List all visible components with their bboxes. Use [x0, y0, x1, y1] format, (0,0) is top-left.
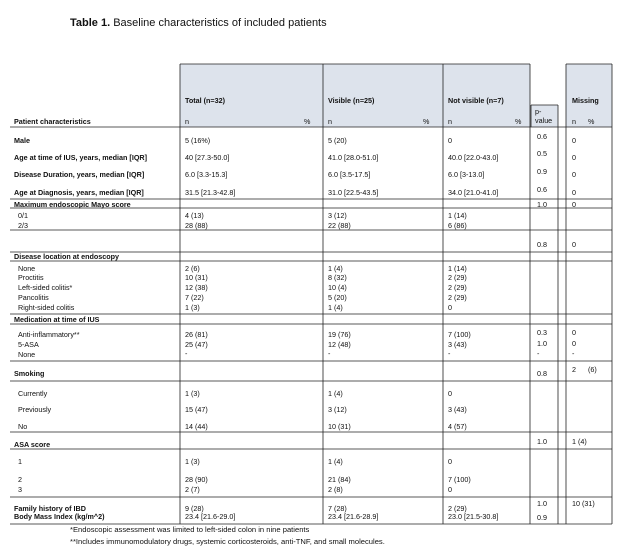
- cell-total: -: [185, 349, 188, 358]
- cell-missing-pct: (6): [588, 365, 597, 374]
- cell-not-visible: 0: [448, 303, 452, 312]
- cell-p-value: -: [537, 349, 540, 358]
- cell-total: 15 (47): [185, 405, 208, 414]
- cell-total: 4 (13): [185, 211, 204, 220]
- cell-not-visible: 7 (100): [448, 475, 471, 484]
- cell-missing: 0: [572, 200, 576, 209]
- header-not-visible-pct: %: [515, 117, 522, 126]
- row-label-smoke-current: Currently: [18, 389, 48, 398]
- cell-p-value: 1.0: [537, 499, 547, 508]
- row-label-bmi: Body Mass Index (kg/m^2): [14, 512, 105, 521]
- cell-total: 2 (6): [185, 264, 200, 273]
- cell-not-visible: 0: [448, 485, 452, 494]
- cell-p-value: 0.9: [537, 167, 547, 176]
- cell-not-visible: 40.0 [22.0-43.0]: [448, 153, 499, 162]
- row-label-smoke-prev: Previously: [18, 405, 52, 414]
- row-label-asa-1: 1: [18, 457, 22, 466]
- header-total: Total (n=32): [185, 96, 226, 105]
- row-label-loc-left: Left-sided colitis*: [18, 283, 73, 292]
- cell-missing: 10 (31): [572, 499, 595, 508]
- cell-total: 31.5 [21.3-42.8]: [185, 188, 236, 197]
- cell-visible: 2 (8): [328, 485, 343, 494]
- cell-visible: 1 (4): [328, 389, 343, 398]
- cell-visible: 10 (31): [328, 422, 351, 431]
- cell-missing: 1 (4): [572, 437, 587, 446]
- cell-visible: 5 (20): [328, 293, 347, 302]
- row-label-smoking: Smoking: [14, 369, 45, 378]
- cell-p-value: 0.5: [537, 149, 547, 158]
- row-label-medication: Medication at time of IUS: [14, 315, 100, 324]
- cell-total: 7 (22): [185, 293, 204, 302]
- cell-visible: 21 (84): [328, 475, 351, 484]
- cell-total: 9 (28): [185, 504, 204, 513]
- row-label-disease-duration: Disease Duration, years, median [IQR]: [14, 170, 145, 179]
- cell-p-value: 0.6: [537, 132, 547, 141]
- row-label-family-history: Family history of IBD: [14, 504, 86, 513]
- header-p-value-line1: p-: [535, 107, 542, 116]
- cell-total: 1 (3): [185, 457, 200, 466]
- cell-total: 10 (31): [185, 273, 208, 282]
- cell-missing: 0: [572, 339, 576, 348]
- cell-missing: 0: [572, 328, 576, 337]
- cell-p-value: 0.3: [537, 328, 547, 337]
- table-caption: Baseline characteristics of included patients: [113, 17, 327, 29]
- cell-visible: 41.0 [28.0-51.0]: [328, 153, 379, 162]
- cell-p-value: 1.0: [537, 437, 547, 446]
- row-label-med-anti: Anti-inflammatory**: [18, 330, 80, 339]
- row-label-mayo: Maximum endoscopic Mayo score: [14, 200, 131, 209]
- cell-total: 14 (44): [185, 422, 208, 431]
- row-label-mayo-01: 0/1: [18, 211, 28, 220]
- cell-not-visible: -: [448, 349, 451, 358]
- cell-total: 2 (7): [185, 485, 200, 494]
- header-not-visible-n: n: [448, 117, 452, 126]
- cell-total: 23.4 [21.6-29.0]: [185, 512, 236, 521]
- cell-not-visible: 3 (43): [448, 405, 467, 414]
- cell-total: 28 (88): [185, 221, 208, 230]
- row-label-male: Male: [14, 136, 30, 145]
- cell-not-visible: 2 (29): [448, 293, 467, 302]
- cell-total: 25 (47): [185, 340, 208, 349]
- cell-visible: 1 (4): [328, 303, 343, 312]
- header-p-value-line2: value: [535, 116, 553, 125]
- header-patient-characteristics: Patient characteristics: [14, 117, 91, 126]
- cell-missing: 0: [572, 170, 576, 179]
- cell-visible: 22 (88): [328, 221, 351, 230]
- footnote-medication: **Includes immunomodulatory drugs, systemic corticosteroids, anti-TNF, and small molecules.: [70, 537, 385, 546]
- cell-not-visible: 2 (29): [448, 504, 467, 513]
- cell-visible: 10 (4): [328, 283, 347, 292]
- header-shading: [0, 0, 622, 130]
- cell-missing: 0: [572, 153, 576, 162]
- cell-visible: 6.0 [3.5-17.5]: [328, 170, 371, 179]
- cell-total: 1 (3): [185, 303, 200, 312]
- cell-missing: 0: [572, 136, 576, 145]
- cell-visible: -: [328, 349, 331, 358]
- cell-visible: 1 (4): [328, 457, 343, 466]
- cell-visible: 19 (76): [328, 330, 351, 339]
- cell-not-visible: 34.0 [21.0-41.0]: [448, 188, 499, 197]
- cell-p-value: 0.8: [537, 369, 547, 378]
- cell-visible: 8 (32): [328, 273, 347, 282]
- row-label-age-diagnosis: Age at Diagnosis, years, median [IQR]: [14, 188, 144, 197]
- row-label-med-none: None: [18, 350, 36, 359]
- row-label-asa: ASA score: [14, 440, 51, 449]
- cell-missing: -: [572, 349, 575, 358]
- cell-total: 26 (81): [185, 330, 208, 339]
- cell-total: 12 (38): [185, 283, 208, 292]
- row-label-loc-right: Right-sided colitis: [18, 303, 75, 312]
- cell-total: 40 [27.3-50.0]: [185, 153, 230, 162]
- row-label-loc-proctitis: Proctitis: [18, 273, 44, 282]
- header-missing-pct: %: [588, 117, 595, 126]
- cell-total: 1 (3): [185, 389, 200, 398]
- row-label-med-5asa: 5-ASA: [18, 340, 39, 349]
- cell-p-value: 0.6: [537, 185, 547, 194]
- header-missing: Missing: [572, 96, 599, 105]
- cell-not-visible: 7 (100): [448, 330, 471, 339]
- cell-visible: 7 (28): [328, 504, 347, 513]
- cell-total: 5 (16%): [185, 136, 211, 145]
- cell-visible: 31.0 [22.5-43.5]: [328, 188, 379, 197]
- row-label-loc-pan: Pancolitis: [18, 293, 49, 302]
- header-visible: Visible (n=25): [328, 96, 375, 105]
- cell-visible: 12 (48): [328, 340, 351, 349]
- header-visible-pct: %: [423, 117, 430, 126]
- cell-not-visible: 23.0 [21.5-30.8]: [448, 512, 499, 521]
- row-label-disease-location: Disease location at endoscopy: [14, 252, 120, 261]
- cell-missing: 0: [572, 240, 576, 249]
- cell-not-visible: 2 (29): [448, 283, 467, 292]
- cell-not-visible: 4 (57): [448, 422, 467, 431]
- row-label-asa-2: 2: [18, 475, 22, 484]
- cell-missing: 0: [572, 188, 576, 197]
- footnote-endoscopic: *Endoscopic assessment was limited to left-sided colon in nine patients: [70, 525, 310, 534]
- cell-not-visible: 0: [448, 136, 452, 145]
- cell-total: 28 (90): [185, 475, 208, 484]
- cell-not-visible: 1 (14): [448, 264, 467, 273]
- cell-p-value: 0.9: [537, 513, 547, 522]
- cell-p-value: 1.0: [537, 339, 547, 348]
- cell-total: 6.0 [3.3-15.3]: [185, 170, 228, 179]
- header-total-pct: %: [304, 117, 311, 126]
- header-missing-n: n: [572, 117, 576, 126]
- cell-p-value: 1.0: [537, 200, 547, 209]
- row-label-smoke-no: No: [18, 422, 28, 431]
- header-not-visible: Not visible (n=7): [448, 96, 504, 105]
- cell-not-visible: 0: [448, 389, 452, 398]
- cell-not-visible: 3 (43): [448, 340, 467, 349]
- cell-visible: 3 (12): [328, 405, 347, 414]
- table-number: Table 1.: [70, 17, 111, 29]
- row-label-asa-3: 3: [18, 485, 22, 494]
- cell-not-visible: 1 (14): [448, 211, 467, 220]
- row-label-loc-none: None: [18, 264, 36, 273]
- row-label-mayo-23: 2/3: [18, 221, 28, 230]
- cell-visible: 3 (12): [328, 211, 347, 220]
- cell-p-value: 0.8: [537, 240, 547, 249]
- cell-not-visible: 2 (29): [448, 273, 467, 282]
- header-total-n: n: [185, 117, 189, 126]
- row-label-age-ius: Age at time of IUS, years, median [IQR]: [14, 153, 148, 162]
- cell-not-visible: 6 (86): [448, 221, 467, 230]
- cell-not-visible: 6.0 [3-13.0]: [448, 170, 485, 179]
- cell-missing-n: 2: [572, 365, 576, 374]
- cell-visible: 23.4 [21.6-28.9]: [328, 512, 379, 521]
- header-visible-n: n: [328, 117, 332, 126]
- cell-not-visible: 0: [448, 457, 452, 466]
- cell-visible: 5 (20): [328, 136, 347, 145]
- cell-visible: 1 (4): [328, 264, 343, 273]
